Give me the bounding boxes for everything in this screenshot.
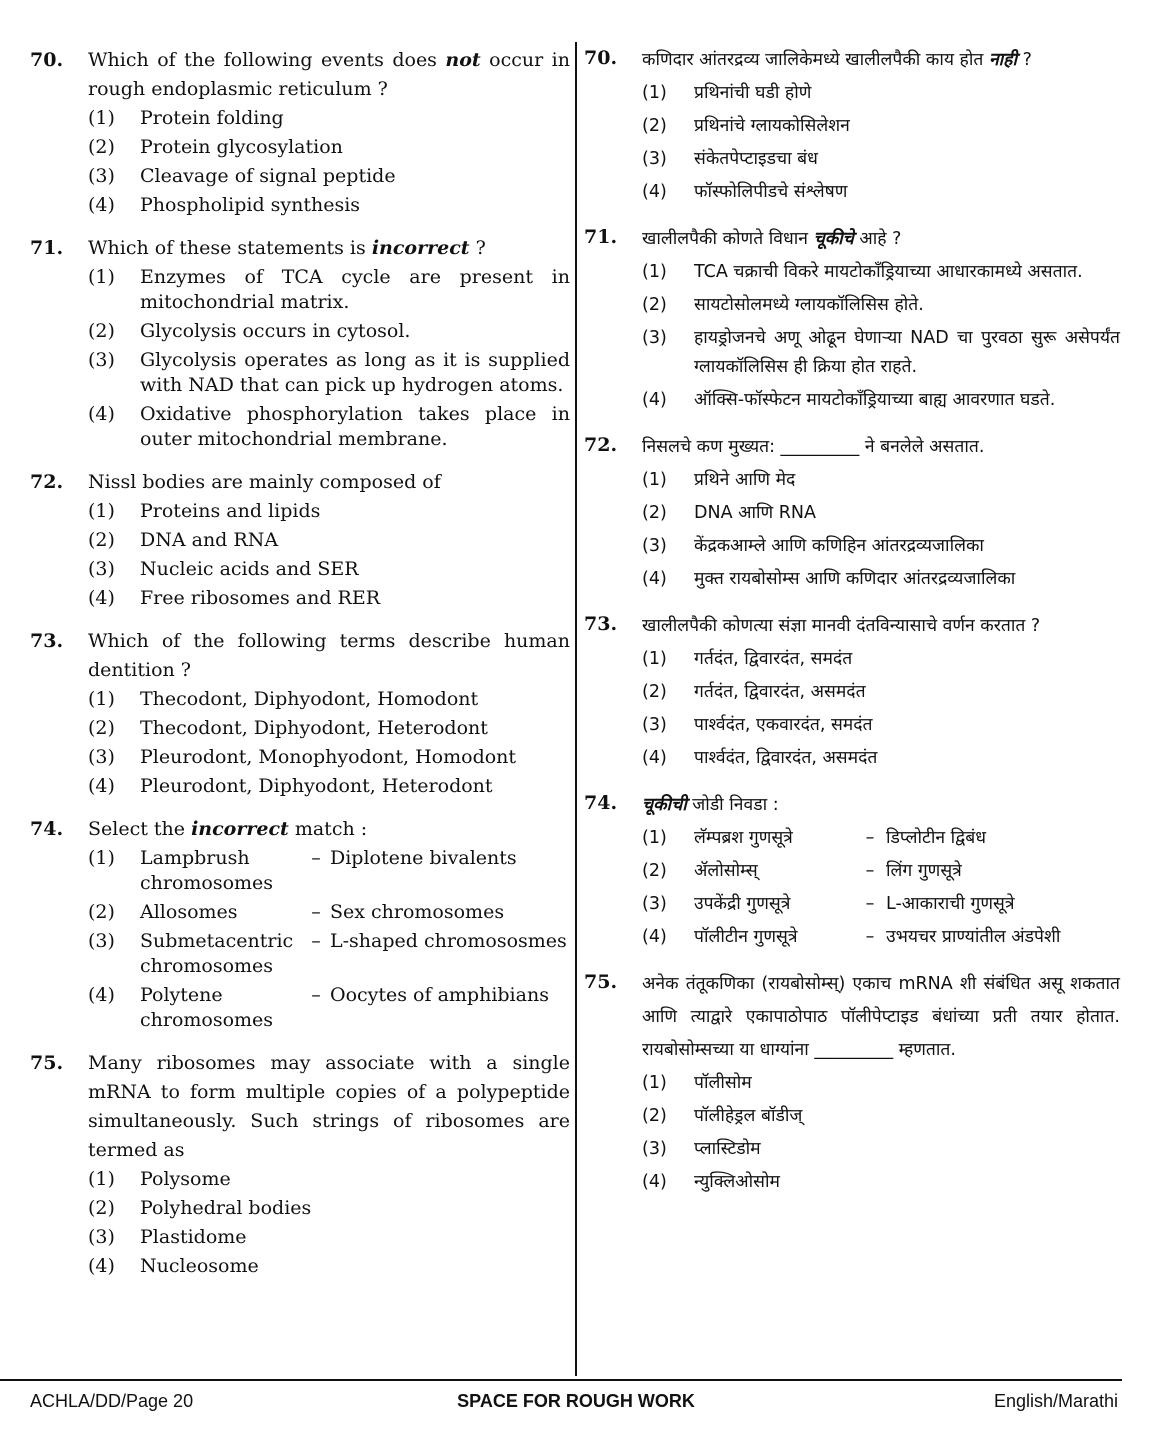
option-1[interactable]: (1) प्रथिने आणि मेद: [642, 470, 796, 490]
option-3[interactable]: (3) हायड्रोजनचे अणू ओढून घेणाऱ्या NAD चा पुरवठा सुरू असेपर्यंत ग्लायकॉलिसिस ही क्रिया होत राहते.: [642, 328, 1120, 377]
option-3[interactable]: (3) केंद्रकआम्ले आणि कणिहिन आंतरद्रव्यजालिका: [642, 536, 984, 556]
option-3[interactable]: (3) Nucleic acids and SER: [88, 558, 359, 580]
option-4[interactable]: (4) फॉस्फोलिपीडचे संश्लेषण: [642, 182, 848, 202]
question-74-mr: [584, 789, 1120, 954]
option-4[interactable]: (4) Nucleosome: [88, 1255, 259, 1277]
question-number: 74.: [30, 818, 64, 840]
question-70-en: [30, 46, 570, 220]
column-divider: [575, 42, 577, 1376]
option-2[interactable]: (2) Glycolysis occurs in cytosol.: [88, 320, 411, 342]
question-number: 74.: [584, 792, 618, 814]
question-number: 71.: [584, 226, 618, 248]
question-70-mr: [584, 44, 1120, 209]
option-3[interactable]: (3) Glycolysis operates as long as it is supplied with NAD that can pick up hydrogen atoms.: [88, 349, 570, 396]
question-stem: कणिदार आंतरद्रव्य जालिकेमध्ये खालीलपैकी काय होत नाही ?: [642, 50, 1032, 70]
question-stem: Which of these statements is incorrect ?: [88, 237, 486, 259]
option-2[interactable]: (2) DNA and RNA: [88, 529, 279, 551]
question-number: 72.: [584, 434, 618, 456]
option-4[interactable]: (4) Polytene chromosomes – Oocytes of amphibians: [88, 984, 549, 1031]
option-1[interactable]: (1) Enzymes of TCA cycle are present in mitochondrial matrix.: [88, 266, 570, 313]
option-3[interactable]: (3) Plastidome: [88, 1226, 247, 1248]
rough-work-label: SPACE FOR ROUGH WORK: [457, 1391, 695, 1411]
question-75-en: [30, 1049, 570, 1281]
option-3[interactable]: (3) उपकेंद्री गुणसूत्रे – L-आकाराची गुणसूत्रे: [642, 894, 1015, 914]
option-1[interactable]: (1) प्रथिनांची घडी होणे: [642, 83, 812, 103]
option-3[interactable]: (3) Cleavage of signal peptide: [88, 165, 396, 187]
question-75-mr: [584, 968, 1120, 1199]
option-4[interactable]: (4) Free ribosomes and RER: [88, 587, 381, 609]
question-stem: चूकीची जोडी निवडा :: [642, 795, 779, 815]
question-number: 75.: [584, 971, 618, 993]
option-2[interactable]: (2) Thecodont, Diphyodont, Heterodont: [88, 717, 488, 739]
english-column: [30, 40, 570, 1295]
option-2[interactable]: (2) ॲलोसोम्स् – लिंग गुणसूत्रे: [642, 861, 962, 881]
option-2[interactable]: (2) सायटोसोलमध्ये ग्लायकॉलिसिस होते.: [642, 295, 924, 315]
option-1[interactable]: (1) Lampbrush chromosomes – Diplotene bivalents: [88, 847, 517, 894]
option-3[interactable]: (3) पार्श्वदंत, एकवारदंत, समदंत: [642, 715, 873, 735]
option-3[interactable]: (3) Pleurodont, Monophyodont, Homodont: [88, 746, 517, 768]
option-3[interactable]: (3) संकेतपेप्टाइडचा बंध: [642, 149, 818, 169]
option-4[interactable]: (4) Pleurodont, Diphyodont, Heterodont: [88, 775, 493, 797]
question-stem: खालीलपैकी कोणते विधान चूकीचे आहे ?: [642, 229, 902, 249]
question-71-mr: [584, 223, 1120, 417]
option-4[interactable]: (4) पार्श्वदंत, द्विवारदंत, असमदंत: [642, 748, 878, 768]
question-73-mr: [584, 610, 1120, 775]
question-71-en: [30, 234, 570, 454]
question-stem: Nissl bodies are mainly composed of: [88, 471, 441, 493]
option-1[interactable]: (1) पॉलीसोम: [642, 1073, 752, 1093]
question-stem: Many ribosomes may associate with a single mRNA to form multiple copies of a polypeptide simultaneously. Such strings of ribosomes are termed as: [88, 1052, 570, 1161]
option-2[interactable]: (2) पॉलीहेड्रल बॉडीज्: [642, 1106, 803, 1126]
option-1[interactable]: (1) Proteins and lipids: [88, 500, 321, 522]
option-4[interactable]: (4) Oxidative phosphorylation takes place in outer mitochondrial membrane.: [88, 403, 570, 450]
option-1[interactable]: (1) TCA चक्राची विकरे मायटोकाँड्रियाच्या आधारकामध्ये असतात.: [642, 262, 1083, 282]
page-code: ACHLA/DD/Page 20: [30, 1391, 194, 1411]
option-1[interactable]: (1) Protein folding: [88, 107, 284, 129]
question-72-mr: [584, 431, 1120, 596]
option-2[interactable]: (2) प्रथिनांचे ग्लायकोसिलेशन: [642, 116, 850, 136]
question-number: 71.: [30, 237, 64, 259]
option-1[interactable]: (1) Thecodont, Diphyodont, Homodont: [88, 688, 479, 710]
question-number: 70.: [30, 49, 64, 71]
marathi-column: [584, 40, 1120, 1213]
option-4[interactable]: (4) मुक्त रायबोसोम्स आणि कणिदार आंतरद्रव्यजालिका: [642, 569, 1016, 589]
language-label: English/Marathi: [993, 1391, 1118, 1411]
option-2[interactable]: (2) DNA आणि RNA: [642, 503, 816, 523]
option-3[interactable]: (3) प्लास्टिडोम: [642, 1139, 761, 1159]
option-1[interactable]: (1) गर्तदंत, द्विवारदंत, समदंत: [642, 649, 853, 669]
question-stem: Which of the following events does not occur in rough endoplasmic reticulum ?: [88, 49, 570, 100]
question-number: 75.: [30, 1052, 64, 1074]
question-stem: निसलचे कण मुख्यत: _________ ने बनलेले असतात.: [642, 437, 985, 457]
option-1[interactable]: (1) लॅम्पब्रश गुणसूत्रे – डिप्लोटीन द्विबंध: [642, 828, 986, 848]
question-72-en: [30, 468, 570, 613]
question-number: 73.: [30, 630, 64, 652]
option-4[interactable]: (4) न्युक्लिओसोम: [642, 1172, 780, 1192]
option-1[interactable]: (1) Polysome: [88, 1168, 231, 1190]
question-stem: Which of the following terms describe human dentition ?: [88, 630, 570, 681]
option-2[interactable]: (2) Allosomes – Sex chromosomes: [88, 901, 505, 923]
option-3[interactable]: (3) Submetacentric chromosomes – L-shaped chromososmes: [88, 930, 567, 977]
option-4[interactable]: (4) Phospholipid synthesis: [88, 194, 361, 216]
option-2[interactable]: (2) गर्तदंत, द्विवारदंत, असमदंत: [642, 682, 866, 702]
question-stem: Select the incorrect match :: [88, 818, 368, 840]
footer-rule: [0, 1379, 1122, 1381]
option-2[interactable]: (2) Protein glycosylation: [88, 136, 343, 158]
question-stem: अनेक तंतूकणिका (रायबोसोम्स्) एकाच mRNA शी संबंधित असू शकतात आणि त्याद्वारे एकापाठोपाठ पॉलीपेप्टाइड बंधांच्या प्रती तयार होतात. रायबोसोम्सच्या या धाग्यांना _________ म्हणतात.: [642, 974, 1120, 1060]
option-4[interactable]: (4) ऑक्सि-फॉस्फेटन मायटोकाँड्रियाच्या बाह्य आवरणात घडते.: [642, 390, 1056, 410]
question-74-en: [30, 815, 570, 1035]
option-2[interactable]: (2) Polyhedral bodies: [88, 1197, 312, 1219]
question-73-en: [30, 627, 570, 801]
question-number: 73.: [584, 613, 618, 635]
question-number: 72.: [30, 471, 64, 493]
question-stem: खालीलपैकी कोणत्या संज्ञा मानवी दंतविन्यासाचे वर्णन करतात ?: [642, 616, 1041, 636]
option-4[interactable]: (4) पॉलीटीन गुणसूत्रे – उभयचर प्राण्यांतील अंडपेशी: [642, 927, 1061, 947]
question-number: 70.: [584, 47, 618, 69]
